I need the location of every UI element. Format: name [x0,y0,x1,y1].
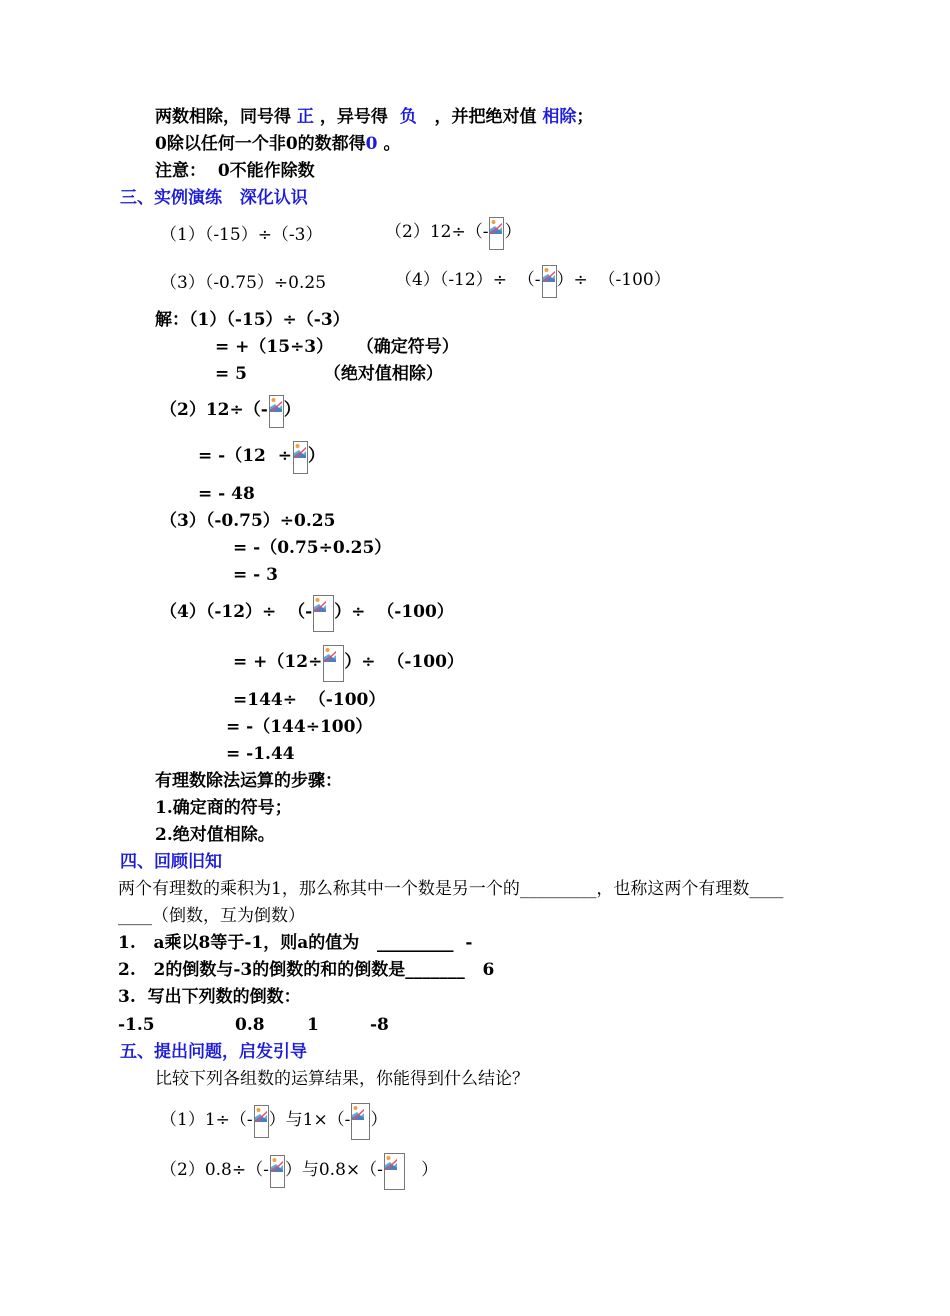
solution-4-line-b [233,640,464,684]
reciprocal-number-3: 1 [307,1015,319,1035]
example-2 [385,212,521,252]
section-heading-3: 三、实例演练 深化认识 [120,188,308,208]
same-sign-answer: 正 [296,107,314,127]
solution-2-line-b [198,436,325,476]
section-heading-5: 五、提出问题，启发引导 [120,1042,307,1062]
broken-image-icon [489,217,503,249]
solution-4-text-b: ）÷ （-100） [334,602,454,622]
example-3: （3）（-0.75）÷0.25 [160,273,327,293]
broken-image-icon [270,1155,284,1187]
broken-image-icon [313,595,333,631]
broken-image-icon [254,1105,268,1137]
solution-4-line-a [160,590,454,634]
rule-text-a: 两数相除，同号得 [155,107,291,127]
example-2-text-b: ） [504,222,522,242]
comparison-2-text-b: ）与0.8×（- [284,1160,383,1180]
question-2: 2. 2的倒数与-3的倒数的和的倒数是_______ 6 [118,960,495,980]
question-3: 3. 写出下列数的倒数： [118,987,301,1007]
reciprocal-number-4: -8 [370,1015,389,1035]
comparison-lead: 比较下列各组数的运算结果，你能得到什么结论？ [155,1069,529,1089]
comparison-2 [160,1148,438,1192]
broken-image-icon [351,1103,369,1139]
example-4-text-a: （4）（-12）÷ （- [395,270,541,290]
review-paragraph-line-2: ____（倒数，互为倒数） [118,906,305,926]
solution-2-text-a: （2）12÷（- [160,400,268,420]
review-paragraph-line-1: 两个有理数的乘积为1，那么称其中一个数是另一个的_________，也称这两个有理数____ [118,879,784,899]
zero-text-a: 0除以任何一个非0的数都得 [155,134,366,154]
example-2-text-a: （2）12÷（- [385,222,489,242]
solution-4-text-c: = +（12÷ [233,652,323,672]
reciprocal-number-1: -1.5 [118,1015,155,1035]
solution-1-line-c: = 5 （绝对值相除） [215,364,443,384]
rule-division-sign [155,106,593,128]
diff-sign-answer: 负 [399,107,417,127]
example-4-text-b: ）÷ （-100） [556,270,671,290]
comparison-1-text-a: （1）1÷（- [160,1110,253,1130]
rule-zero [155,133,400,155]
solution-4-text-a: （4）（-12）÷ （- [160,602,313,622]
broken-image-icon [384,1153,404,1189]
comparison-2-text-c: ） [404,1160,439,1180]
solution-4-line-e: = -1.44 [226,744,295,764]
comparison-1-text-b: ）与1×（- [268,1110,351,1130]
step-1: 1.确定商的符号； [155,798,292,818]
solution-4-text-d: ）÷ （-100） [344,652,464,672]
reciprocal-number-2: 0.8 [235,1015,265,1035]
broken-image-icon [293,441,307,473]
solution-2-text-c: = -（12 ÷ [198,446,292,466]
solution-3-line-c: = - 3 [233,565,278,585]
solution-2-text-d: ） [307,446,325,466]
abs-op-answer: 相除 [542,107,577,127]
rule-text-b: ，异号得 [319,107,388,127]
comparison-2-text-a: （2）0.8÷（- [160,1160,269,1180]
broken-image-icon [542,265,556,297]
solution-4-line-d: = -（144÷100） [226,717,373,737]
section-heading-4: 四、回顾旧知 [120,852,222,872]
rule-text-d: ； [576,107,594,127]
question-1: 1. a乘以8等于-1，则a的值为 _________ - [118,933,473,953]
broken-image-icon [269,395,283,427]
solution-2-text-b: ） [283,400,301,420]
example-4 [395,260,671,300]
solution-3-line-a: （3）（-0.75）÷0.25 [160,511,336,531]
note-line: 注意： 0不能作除数 [155,161,315,181]
comparison-1 [160,1098,387,1142]
solution-1-line-b: = +（15÷3） （确定符号） [215,337,459,357]
steps-title: 有理数除法运算的步骤： [155,771,342,791]
zero-answer: 0 [365,134,378,154]
zero-text-b: 。 [383,134,401,154]
solution-1-line-a: 解：（1）（-15）÷（-3） [155,310,350,330]
comparison-1-text-c: ） [370,1110,388,1130]
broken-image-icon [323,645,343,681]
rule-text-c: ，并把绝对值 [434,107,537,127]
example-1: （1）（-15）÷（-3） [160,225,323,245]
solution-2-line-a [160,390,301,430]
solution-3-line-b: = -（0.75÷0.25） [233,538,392,558]
solution-4-line-c: =144÷ （-100） [233,690,386,710]
solution-2-line-c: = - 48 [198,484,255,504]
step-2: 2.绝对值相除。 [155,825,275,845]
